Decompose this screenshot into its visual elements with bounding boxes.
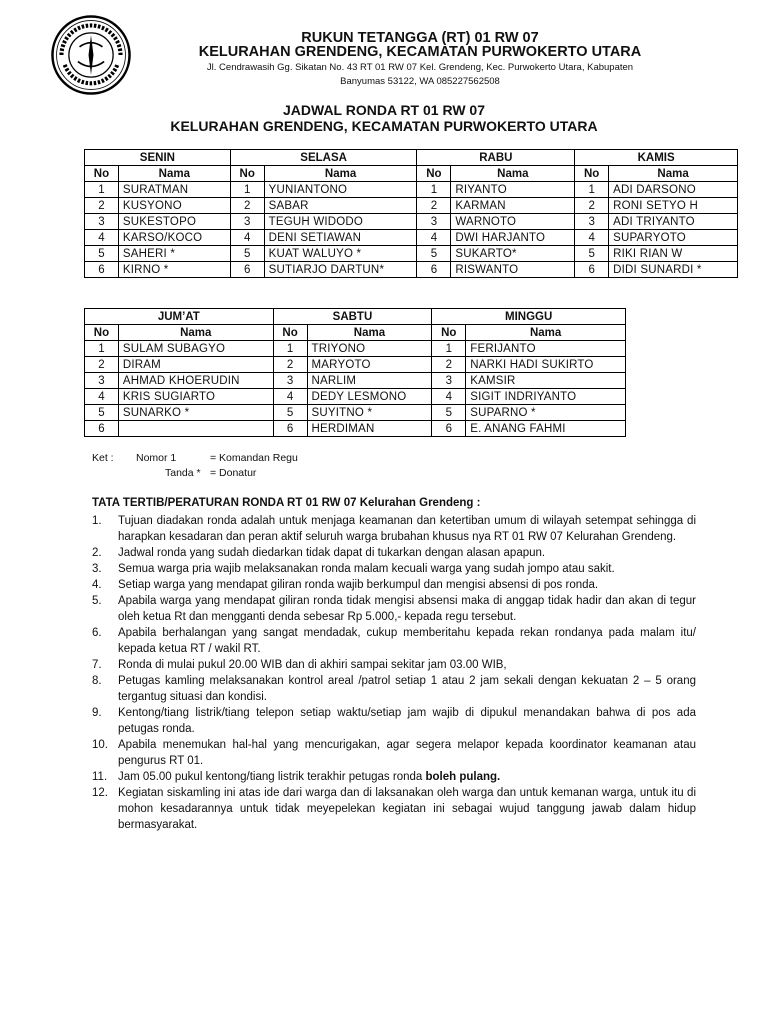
- table-row: [85, 389, 626, 405]
- cell-name: HERDIMAN: [307, 421, 432, 437]
- cell-number: 3: [230, 214, 264, 230]
- table-row: [85, 246, 738, 262]
- cell-name: RIYANTO: [451, 182, 575, 198]
- rule-number: 6.: [92, 627, 102, 639]
- list-item: [92, 513, 696, 545]
- rule-text: [118, 737, 696, 769]
- col-header-no: No: [230, 166, 264, 182]
- table-row: [85, 198, 738, 214]
- list-item: [92, 785, 696, 833]
- rule-text-body: Ronda di mulai pukul 20.00 WIB dan di akhiri sampai sekitar jam 03.00 WIB,: [118, 659, 507, 671]
- cell-number: 4: [432, 389, 466, 405]
- day-header-kamis: KAMIS: [575, 150, 738, 166]
- list-item: [92, 545, 696, 561]
- cell-name: SUPARNO *: [466, 405, 626, 421]
- rule-number: 11.: [92, 771, 108, 783]
- cell-number: 1: [575, 182, 609, 198]
- rule-number: 12.: [92, 787, 108, 799]
- cell-number: 6: [85, 262, 119, 278]
- cell-number: 1: [85, 341, 119, 357]
- rule-text-body: Tujuan diadakan ronda adalah untuk menjaga keamanan dan ketertiban umum di wilayah setempat sehingga di harapkan kesadaran dan peran aktif seluruh warga brubahan khusus nya RT 01 RW 07 Kelurahan Grendeng.: [118, 515, 696, 543]
- rule-number: 9.: [92, 707, 102, 719]
- cell-name: TRIYONO: [307, 341, 432, 357]
- cell-number: 6: [85, 421, 119, 437]
- cell-name: KUAT WALUYO *: [264, 246, 417, 262]
- rule-text: [118, 561, 696, 577]
- rule-text-bold: boleh pulang.: [425, 771, 501, 783]
- col-header-no: No: [417, 166, 451, 182]
- letterhead-kelurahan: KELURAHAN GRENDENG, KECAMATAN PURWOKERTO UTARA: [198, 44, 642, 60]
- col-header-nama: Nama: [451, 166, 575, 182]
- cell-name: SAHERI *: [118, 246, 230, 262]
- schedule-table-weekend: [84, 308, 626, 437]
- cell-name: SURATMAN: [118, 182, 230, 198]
- list-item: [92, 673, 696, 705]
- rule-text: [118, 769, 696, 785]
- cell-name: NARKI HADI SUKIRTO: [466, 357, 626, 373]
- rule-text: [118, 545, 696, 561]
- rule-number: 7.: [92, 659, 102, 671]
- day-header-senin: SENIN: [85, 150, 231, 166]
- letterhead-address-line2: Banyumas 53122, WA 085227562508: [340, 76, 500, 87]
- cell-number: 1: [85, 182, 119, 198]
- legend-key-nomor1: Nomor 1: [136, 452, 177, 464]
- cell-name: SABAR: [264, 198, 417, 214]
- cell-name: SUTIARJO DARTUN*: [264, 262, 417, 278]
- schedule-table-weekdays: [84, 149, 738, 278]
- document-subtitle: KELURAHAN GRENDENG, KECAMATAN PURWOKERTO UTARA: [170, 118, 598, 134]
- day-header-minggu: MINGGU: [432, 309, 626, 325]
- cell-number: 3: [575, 214, 609, 230]
- cell-number: 4: [575, 230, 609, 246]
- cell-number: 4: [230, 230, 264, 246]
- cell-number: 3: [85, 373, 119, 389]
- list-item: [92, 577, 696, 593]
- table-row: [85, 373, 626, 389]
- rule-text: [118, 577, 696, 593]
- letterhead-address-line1: Jl. Cendrawasih Gg. Sikatan No. 43 RT 01 RW 07 Kel. Grendeng, Kec. Purwokerto Utara, Kabupaten: [206, 62, 634, 73]
- letterhead-rt-name: RUKUN TETANGGA (RT) 01 RW 07: [301, 30, 539, 46]
- cell-name: KIRNO *: [118, 262, 230, 278]
- cell-name: KUSYONO: [118, 198, 230, 214]
- rule-text: [118, 673, 696, 705]
- cell-number: 2: [273, 357, 307, 373]
- day-header-selasa: SELASA: [230, 150, 417, 166]
- rule-text-body: Semua warga pria wajib melaksanakan ronda malam kecuali warga yang sudah jompo atau sakit.: [118, 563, 615, 575]
- col-header-nama: Nama: [307, 325, 432, 341]
- cell-name: SIGIT INDRIYANTO: [466, 389, 626, 405]
- cell-number: 5: [85, 246, 119, 262]
- cell-number: 5: [417, 246, 451, 262]
- cell-name: SUKARTO*: [451, 246, 575, 262]
- rule-text: [118, 705, 696, 737]
- cell-name: SUKESTOPO: [118, 214, 230, 230]
- cell-number: 1: [432, 341, 466, 357]
- rule-number: 1.: [92, 515, 102, 527]
- cell-name: WARNOTO: [451, 214, 575, 230]
- table-row: [85, 262, 738, 278]
- cell-number: 3: [273, 373, 307, 389]
- rule-text-body: Kegiatan siskamling ini atas ide dari warga dan di laksanakan oleh warga dan untuk kemanan warga, untuk itu di mohon kesadarannya untuk tidak meyepelekan kegiatan ini sebagai wujud tanggung jawab dalam hidup bermasyarakat.: [118, 787, 696, 831]
- cell-name: DIDI SUNARDI *: [609, 262, 738, 278]
- cell-number: 3: [417, 214, 451, 230]
- legend-value-komandan: = Komandan Regu: [210, 452, 298, 464]
- rule-text: [118, 593, 696, 625]
- rt-seal-logo: [50, 14, 132, 96]
- cell-name: DWI HARJANTO: [451, 230, 575, 246]
- legend-key-tanda: Tanda *: [165, 467, 201, 479]
- list-item: [92, 769, 696, 785]
- table-row: [85, 214, 738, 230]
- cell-number: 6: [230, 262, 264, 278]
- day-header-rabu: RABU: [417, 150, 575, 166]
- cell-number: 6: [575, 262, 609, 278]
- cell-name: SULAM SUBAGYO: [118, 341, 273, 357]
- cell-name: ADI TRIYANTO: [609, 214, 738, 230]
- cell-number: 5: [273, 405, 307, 421]
- list-item: [92, 593, 696, 625]
- legend-value-donatur: = Donatur: [210, 467, 257, 479]
- rule-text-body: Jam 05.00 pukul kentong/tiang listrik terakhir petugas ronda: [118, 771, 423, 783]
- cell-number: 2: [85, 357, 119, 373]
- cell-name: DIRAM: [118, 357, 273, 373]
- col-header-no: No: [85, 325, 119, 341]
- cell-name: SUPARYOTO: [609, 230, 738, 246]
- rule-text: [118, 657, 696, 673]
- cell-number: 4: [273, 389, 307, 405]
- cell-name: TEGUH WIDODO: [264, 214, 417, 230]
- cell-number: 4: [417, 230, 451, 246]
- rule-number: 2.: [92, 547, 102, 559]
- cell-number: 2: [85, 198, 119, 214]
- cell-number: 5: [432, 405, 466, 421]
- document-title: JADWAL RONDA RT 01 RW 07: [283, 102, 485, 118]
- rule-number: 8.: [92, 675, 102, 687]
- cell-name: KAMSIR: [466, 373, 626, 389]
- cell-number: 1: [273, 341, 307, 357]
- cell-number: 6: [417, 262, 451, 278]
- cell-number: 5: [85, 405, 119, 421]
- cell-number: 2: [230, 198, 264, 214]
- col-header-nama: Nama: [609, 166, 738, 182]
- cell-name: YUNIANTONO: [264, 182, 417, 198]
- cell-number: 5: [230, 246, 264, 262]
- cell-name: AHMAD KHOERUDIN: [118, 373, 273, 389]
- list-item: [92, 705, 696, 737]
- cell-name: MARYOTO: [307, 357, 432, 373]
- cell-number: 6: [432, 421, 466, 437]
- table-row: [85, 341, 626, 357]
- cell-name: DEDY LESMONO: [307, 389, 432, 405]
- col-header-nama: Nama: [118, 166, 230, 182]
- cell-number: 1: [417, 182, 451, 198]
- list-item: [92, 737, 696, 769]
- table-row: [85, 405, 626, 421]
- rules-list: [92, 513, 696, 833]
- rule-number: 4.: [92, 579, 102, 591]
- table-row: [85, 357, 626, 373]
- letterhead: [0, 0, 768, 95]
- rule-text-body: Setiap warga yang mendapat giliran ronda wajib berkumpul dan mengisi absensi di pos ronda.: [118, 579, 599, 591]
- cell-number: 2: [432, 357, 466, 373]
- cell-name: KRIS SUGIARTO: [118, 389, 273, 405]
- rule-number: 3.: [92, 563, 102, 575]
- rules-title: TATA TERTIB/PERATURAN RONDA RT 01 RW 07 Kelurahan Grendeng :: [92, 497, 481, 509]
- cell-name: RISWANTO: [451, 262, 575, 278]
- rule-text-body: Petugas kamling melaksanakan kontrol areal /patrol setiap 1 atau 2 jam sekali dengan kekuatan 2 – 5 orang tergantug situasi dan kondisi.: [118, 675, 696, 703]
- cell-number: 4: [85, 230, 119, 246]
- rule-text-body: Apabila menemukan hal-hal yang mencurigakan, agar segera melapor kepada koordinator keamanan atau pengurus RT 01.: [118, 739, 696, 767]
- cell-name: KARMAN: [451, 198, 575, 214]
- rule-number: 10.: [92, 739, 108, 751]
- cell-number: 2: [575, 198, 609, 214]
- cell-name: RONI SETYO H: [609, 198, 738, 214]
- cell-number: 3: [85, 214, 119, 230]
- cell-name: ADI DARSONO: [609, 182, 738, 198]
- rule-text: [118, 785, 696, 833]
- col-header-no: No: [85, 166, 119, 182]
- cell-name: RIKI RIAN W: [609, 246, 738, 262]
- cell-number: 1: [230, 182, 264, 198]
- list-item: [92, 561, 696, 577]
- col-header-nama: Nama: [118, 325, 273, 341]
- rule-text-body: Apabila warga yang mendapat giliran ronda tidak mengisi absensi maka di anggap tidak hadir dan akan di tegur oleh ketua Rt dan mengganti denda sebesar Rp 5.000,- kepada regu tersebut.: [118, 595, 696, 623]
- cell-number: 4: [85, 389, 119, 405]
- col-header-nama: Nama: [466, 325, 626, 341]
- table-row: [85, 421, 626, 437]
- rule-text-body: Apabila berhalangan yang sangat mendadak, cukup memberitahu kepada rekan rondanya pada malam itu/ kepada ketua RT / wakil RT.: [118, 627, 696, 655]
- cell-name: FERIJANTO: [466, 341, 626, 357]
- legend-label: Ket :: [92, 452, 114, 464]
- rule-number: 5.: [92, 595, 102, 607]
- day-header-jumat: JUM’AT: [85, 309, 274, 325]
- cell-name: E. ANANG FAHMI: [466, 421, 626, 437]
- day-header-sabtu: SABTU: [273, 309, 432, 325]
- col-header-no: No: [432, 325, 466, 341]
- rule-text: [118, 625, 696, 657]
- table-row: [85, 182, 738, 198]
- col-header-no: No: [575, 166, 609, 182]
- cell-number: 3: [432, 373, 466, 389]
- rule-text: [118, 513, 696, 545]
- cell-name: [118, 421, 273, 437]
- cell-name: DENI SETIAWAN: [264, 230, 417, 246]
- cell-name: SUYITNO *: [307, 405, 432, 421]
- list-item: [92, 625, 696, 657]
- cell-number: 2: [417, 198, 451, 214]
- col-header-nama: Nama: [264, 166, 417, 182]
- cell-name: NARLIM: [307, 373, 432, 389]
- rule-text-body: Jadwal ronda yang sudah diedarkan tidak dapat di tukarkan dengan alasan apapun.: [118, 547, 546, 559]
- cell-number: 5: [575, 246, 609, 262]
- list-item: [92, 657, 696, 673]
- cell-name: SUNARKO *: [118, 405, 273, 421]
- cell-number: 6: [273, 421, 307, 437]
- table-row: [85, 230, 738, 246]
- cell-name: KARSO/KOCO: [118, 230, 230, 246]
- col-header-no: No: [273, 325, 307, 341]
- rule-text-body: Kentong/tiang listrik/tiang telepon setiap waktu/setiap jam wajib di dipukul menandakan bahwa di pos ada petugas ronda.: [118, 707, 696, 735]
